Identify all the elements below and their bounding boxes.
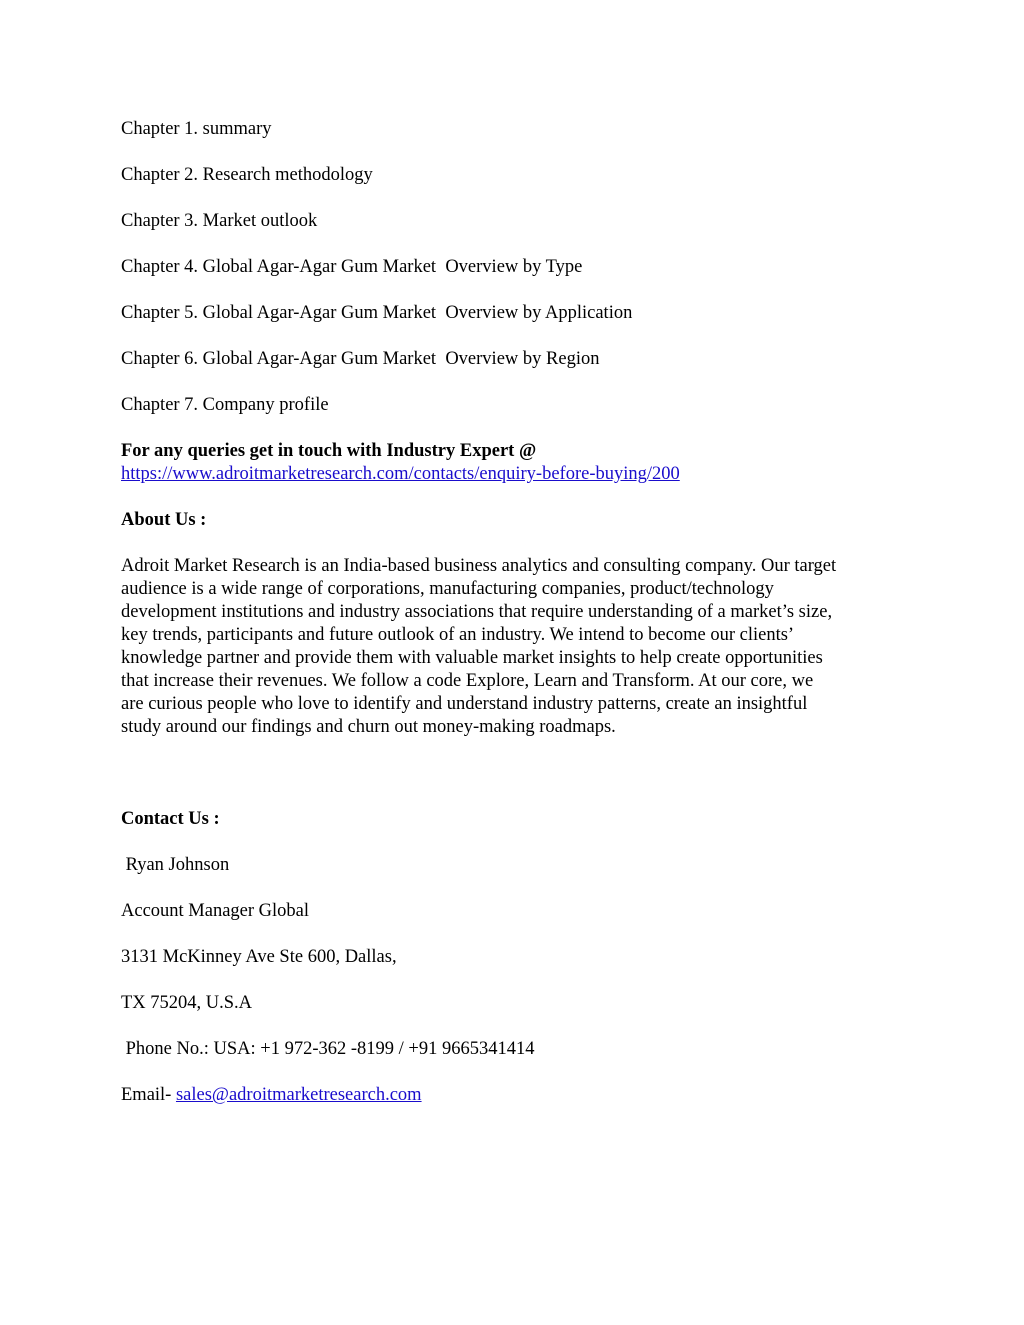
- contact-title: Account Manager Global: [121, 901, 310, 921]
- chapter-1: Chapter 1. summary: [121, 119, 272, 139]
- chapter-6: Chapter 6. Global Agar-Agar Gum Market Overview by Region: [121, 349, 600, 369]
- contact-name: Ryan Johnson: [121, 855, 230, 875]
- queries-block: [121, 440, 911, 486]
- document-page: [121, 118, 911, 1130]
- about-line: that increase their revenues. We follow a code Explore, Learn and Transform. At our core, we: [121, 671, 814, 691]
- contact-address-line-1: 3131 McKinney Ave Ste 600, Dallas,: [121, 947, 397, 967]
- about-line: Adroit Market Research is an India-based business analytics and consulting company. Our target: [121, 556, 837, 576]
- chapter-7: Chapter 7. Company profile: [121, 395, 329, 415]
- about-line: key trends, participants and future outlook of an industry. We intend to become our clients’: [121, 625, 795, 645]
- about-paragraph: [121, 555, 911, 739]
- section-spacer: [121, 739, 911, 808]
- about-line: development institutions and industry associations that require understanding of a market’s size,: [121, 602, 833, 622]
- email-link[interactable]: sales@adroitmarketresearch.com: [175, 1085, 422, 1105]
- about-line: audience is a wide range of corporations, manufacturing companies, product/technology: [121, 579, 774, 599]
- about-line: study around our findings and churn out money-making roadmaps.: [121, 717, 616, 737]
- contact-phone: Phone No.: USA: +1 972-362 -8199 / +91 9665341414: [121, 1039, 535, 1059]
- contact-email-row: [121, 1084, 911, 1107]
- about-line: knowledge partner and provide them with valuable market insights to help create opportunities: [121, 648, 823, 668]
- chapter-2: Chapter 2. Research methodology: [121, 165, 373, 185]
- chapter-5: Chapter 5. Global Agar-Agar Gum Market Overview by Application: [121, 303, 633, 323]
- email-label: Email-: [121, 1085, 176, 1105]
- chapter-3: Chapter 3. Market outlook: [121, 211, 318, 231]
- contact-heading: Contact Us :: [121, 809, 220, 829]
- enquiry-link[interactable]: https://www.adroitmarketresearch.com/contacts/enquiry-before-buying/200: [121, 464, 680, 484]
- queries-heading: For any queries get in touch with Industry Expert @: [121, 441, 537, 461]
- chapter-4: Chapter 4. Global Agar-Agar Gum Market Overview by Type: [121, 257, 583, 277]
- about-line: are curious people who love to identify and understand industry patterns, create an insightful: [121, 694, 808, 714]
- about-heading: About Us :: [121, 510, 207, 530]
- contact-address-line-2: TX 75204, U.S.A: [121, 993, 253, 1013]
